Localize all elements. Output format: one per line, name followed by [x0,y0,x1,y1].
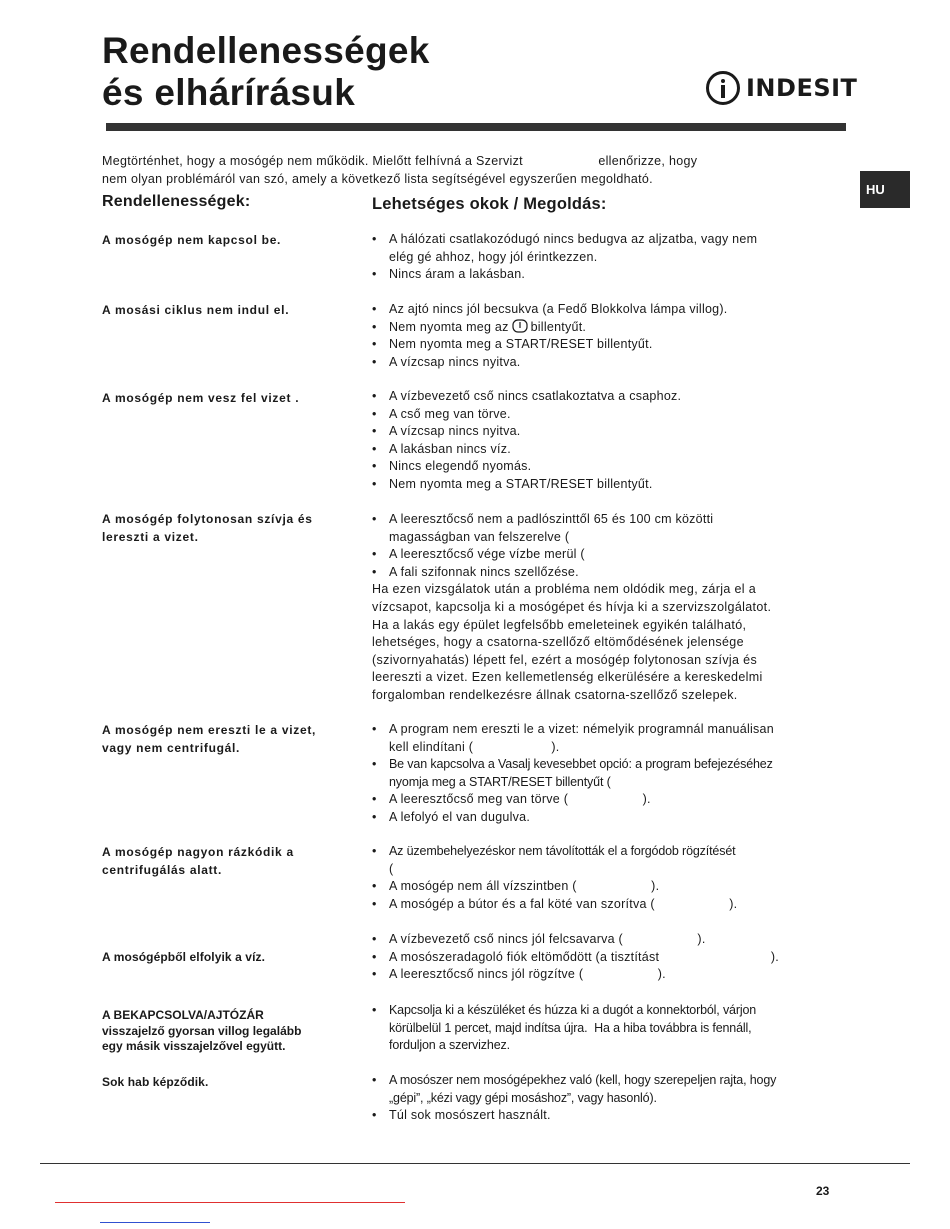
solution-line: A lakásban nincs víz. [389,441,511,456]
problem-no-power [102,231,362,249]
problems-column-heading: Rendellenességek: [102,193,251,210]
solution-item [372,791,842,809]
problem-line: egy másik visszajelzővel együtt. [102,1039,286,1053]
link-underline-red[interactable] [55,1202,405,1203]
solution-line: A vízbevezető cső nincs jól felcsavarva ( ). [389,932,706,946]
solution-item [372,301,842,319]
paragraph-line: (szivornyahatás) lépett fel, ezért a mosógép folytonosan szívja és [372,652,758,667]
solution-line: Nem nyomta meg az [389,319,509,334]
solution-line: A mosószer nem mosógépekhez való (kell, hogy szerepeljen rajta, hogy [389,1073,777,1087]
page-title-line-1: Rendellenességek [102,30,430,71]
problem-line: A BEKAPCSOLVA/AJTÓZÁR [102,1008,264,1022]
solution-line: forduljon a szervizhez. [389,1038,510,1053]
paragraph-line: lehetséges, hogy a csatorna-szellőző eltömődésének jelensége [372,635,744,650]
solution-no-water-intake [372,388,842,494]
solution-line: Nem nyomta meg a START/RESET billentyűt. [389,337,653,352]
problem-excess-foam [102,1073,362,1091]
solution-line: A cső meg van törve. [389,406,511,421]
problem-no-drain-spin [102,721,362,757]
solution-item [372,266,842,284]
solution-line: A mosószeradagoló fiók eltömődött (a tisztítást ). [389,949,780,964]
solution-item [372,878,842,896]
solution-line: „gépi”, „kézi vagy gépi mosáshoz”, vagy hasonló). [389,1090,657,1105]
siphon-explanation [372,581,842,704]
solution-line: magasságban van felszerelve ( [389,529,570,544]
intro-text [102,152,822,188]
problem-line: lereszti a vizet. [102,530,199,544]
solution-item [372,319,842,337]
solution-item [372,1002,842,1055]
problem-continuous-fill-drain [102,510,362,546]
solution-indicator-blinking [372,1002,842,1055]
indesit-i-logo-icon [706,71,740,105]
solution-line: kell elindítani ( ). [389,739,560,754]
solution-item [372,476,842,494]
intro-line-2: nem olyan problémáról van szó, amely a következő lista segítségével egyszerűen megoldható. [102,172,653,186]
footer-divider [40,1163,910,1164]
solutions-column-heading: Lehetséges okok / Megoldás: [372,195,607,213]
solution-line: Túl sok mosószert használt. [389,1108,551,1123]
solution-line: A vízcsap nincs nyitva. [389,354,521,369]
problem-line: A mosási ciklus nem indul el. [102,303,290,317]
solution-item [372,388,842,406]
solution-item [372,931,842,949]
solution-continuous-fill-drain [372,511,842,705]
page-number: 23 [816,1184,830,1198]
solution-line: A leeresztőcső nem a padlószinttől 65 és 100 cm közötti [389,512,714,526]
solution-no-power [372,231,842,284]
solution-item [372,843,842,878]
solution-water-leak [372,931,842,984]
solution-line: körülbelül 1 percet, majd indítsa újra. Ha a hiba továbbra is fennáll, [389,1020,752,1035]
solution-item [372,511,842,546]
solution-line: billentyűt. [530,319,587,334]
solution-no-drain-spin [372,721,842,827]
solution-vibration [372,843,842,913]
solution-line: Az üzembehelyezéskor nem távolították el a forgódob rögzítését [389,844,736,858]
solution-item [372,809,842,827]
solution-item [372,1072,842,1107]
problem-line: centrifugálás alatt. [102,863,223,877]
language-tab: HU [860,171,910,208]
solution-line: Nincs áram a lakásban. [389,267,526,282]
paragraph-line: Ha ezen vizsgálatok után a probléma nem oldódik meg, zárja el a [372,582,757,597]
page-title-line-2: és elhárírásuk [102,72,356,113]
solution-line: elég gé ahhoz, hogy jól érintkezzen. [389,249,598,264]
solution-item [372,441,842,459]
solution-line: Kapcsolja ki a készüléket és húzza ki a dugót a konnektorból, várjon [389,1003,757,1017]
problem-no-water-intake [102,389,362,407]
brand-name: INDESIT [746,74,858,102]
problem-vibration [102,843,362,879]
solution-line: Nincs elegendő nyomás. [389,459,532,474]
paragraph-line: leereszti a vizet. Ezen kellemetlenség elkerülésére a kereskedelmi [372,670,763,685]
solution-line: Be van kapcsolva a Vasalj kevesebbet opció: a program befejezéséhez [389,757,773,772]
problem-water-leak [102,948,362,966]
problem-line: A mosógép nem ereszti le a vizet, [102,723,317,737]
problem-line: Sok hab képződik. [102,1075,209,1089]
solution-line: A program nem ereszti le a vizet: némelyik programnál manuálisan [389,722,774,736]
solution-item [372,458,842,476]
problem-line: vagy nem centrifugál. [102,741,241,755]
solution-item [372,949,842,967]
header-divider [106,123,846,131]
solution-line: A leeresztőcső vége vízbe merül ( [389,547,585,562]
problem-line: A mosógép nagyon rázkódik a [102,845,294,859]
paragraph-line: vízcsapot, kapcsolja ki a mosógépet és hívja ki a szervizszolgálatot. [372,599,772,614]
problem-cycle-not-starting [102,301,362,319]
solution-line: A leeresztőcső nincs jól rögzítve ( ). [389,967,666,982]
problem-line: visszajelző gyorsan villog legalább [102,1023,302,1038]
solution-item [372,564,842,582]
problem-line: A mosógép folytonosan szívja és [102,512,313,526]
solution-item [372,406,842,424]
page-title [102,30,430,114]
solution-item [372,546,842,564]
link-underline-blue[interactable] [100,1222,210,1223]
solution-line: nyomja meg a START/RESET billentyűt ( [389,774,611,789]
solution-item [372,896,842,914]
solution-item [372,354,842,372]
solution-line: A leeresztőcső meg van törve ( ). [389,792,651,807]
solution-line: ( [389,861,394,876]
problem-line: A mosógépből elfolyik a víz. [102,950,266,964]
solution-item [372,756,842,791]
solution-item [372,966,842,984]
indesit-logo [706,68,856,108]
solution-line: A mosógép nem áll vízszintben ( ). [389,879,660,894]
solution-cycle-not-starting [372,301,842,371]
solution-line: A vízcsap nincs nyitva. [389,424,521,439]
problem-indicator-blinking [102,1008,362,1055]
solution-line: A vízbevezető cső nincs csatlakoztatva a csaphoz. [389,389,682,403]
solution-line: A lefolyó el van dugulva. [389,809,531,824]
solution-excess-foam [372,1072,842,1125]
problem-line: A mosógép nem kapcsol be. [102,233,282,247]
problem-line: A mosógép nem vesz fel vizet . [102,391,300,405]
paragraph-line: forgalomban rendelkezésre állnak csatorna-szellőző szelepek. [372,687,738,702]
intro-line-1: Megtörténhet, hogy a mosógép nem működik. Mielőtt felhívná a Szervizt ellenőrizze, hogy [102,154,698,168]
solution-item [372,1107,842,1125]
paragraph-line: Ha a lakás egy épület legfelsőbb emeleteinek egyikén található, [372,617,747,632]
solution-line: A mosógép a bútor és a fal köté van szorítva ( ). [389,896,738,911]
solution-item [372,336,842,354]
solution-item [372,423,842,441]
solution-line: A fali szifonnak nincs szellőzése. [389,564,579,579]
solution-line: Az ajtó nincs jól becsukva (a Fedő Blokkolva lámpa villog). [389,302,728,316]
solution-item [372,231,842,266]
solution-line: Nem nyomta meg a START/RESET billentyűt. [389,476,653,491]
power-button-icon [512,319,528,333]
solution-item [372,721,842,756]
solution-line: A hálózati csatlakozódugó nincs bedugva az aljzatba, vagy nem [389,232,758,246]
